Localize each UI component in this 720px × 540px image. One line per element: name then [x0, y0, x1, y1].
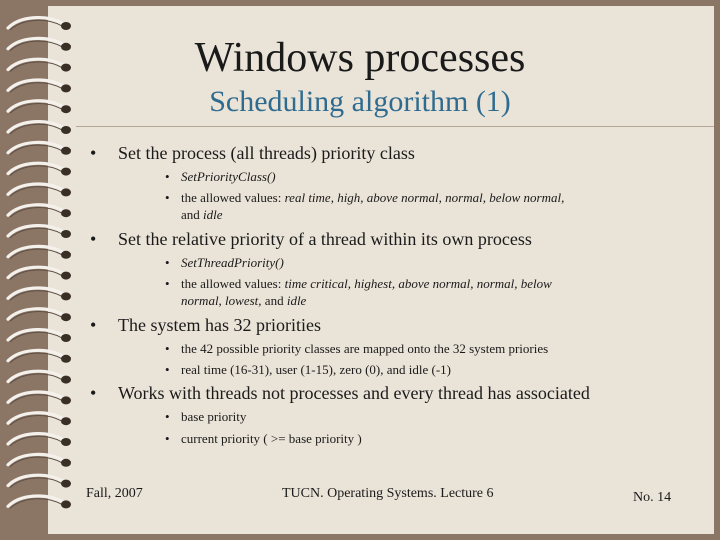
bullet-glyph: • — [90, 383, 97, 403]
footer-date: Fall, 2007 — [86, 486, 143, 501]
bullet-item — [90, 314, 321, 336]
sub-bullet-item — [165, 168, 665, 185]
sub-bullet-item — [165, 189, 665, 223]
sub-bullet-glyph: • — [165, 341, 170, 356]
sub-bullet-item — [165, 430, 665, 447]
bullet-glyph: • — [90, 143, 97, 163]
sub-bullet-emphasis: idle — [286, 293, 307, 308]
sub-bullet-glyph: • — [165, 409, 170, 424]
bullet-item — [90, 228, 532, 250]
sub-bullet-glyph: • — [165, 255, 170, 270]
bullet-text: Set the relative priority of a thread within its own process — [118, 229, 532, 249]
slide-subtitle: Scheduling algorithm (1) — [209, 85, 511, 118]
bullet-item — [90, 382, 590, 404]
sub-bullet-item — [165, 408, 665, 425]
bullet-item — [90, 142, 415, 164]
sub-bullet-text: the 42 possible priority classes are mapped onto the 32 system priories — [181, 341, 549, 356]
sub-bullet-glyph: • — [165, 169, 170, 184]
sub-bullet-emphasis: normal, lowest, — [181, 293, 262, 308]
sub-bullet-text: real time (16-31), user (1-15), zero (0), and idle (-1) — [181, 362, 451, 377]
function-name: SetPriorityClass() — [181, 169, 276, 184]
sub-bullet-glyph: • — [165, 362, 170, 377]
bullet-glyph: • — [90, 229, 97, 249]
sub-bullet-emphasis: real time, high, above normal, normal, below normal, — [284, 190, 565, 205]
bullet-glyph: • — [90, 315, 97, 335]
sub-bullet-item — [165, 361, 665, 378]
sub-bullet-item — [165, 340, 665, 357]
bullet-text: Set the process (all threads) priority class — [118, 143, 415, 163]
sub-bullet-emphasis: idle — [203, 207, 223, 222]
sub-bullet-glyph: • — [165, 276, 170, 291]
sub-bullet-text: the allowed values: — [181, 276, 285, 291]
sub-bullet-text: current priority ( >= base priority ) — [181, 431, 362, 446]
sub-bullet-text: and — [261, 293, 287, 308]
slide-number: No. 14 — [633, 490, 672, 505]
sub-bullet-text: the allowed values: — [181, 190, 285, 205]
sub-bullet-emphasis: time critical, highest, above normal, normal, below — [284, 276, 552, 291]
function-name: SetThreadPriority() — [181, 255, 284, 270]
sub-bullet-item — [165, 254, 665, 271]
bullet-text: The system has 32 priorities — [118, 315, 321, 335]
bullet-text: Works with threads not processes and every thread has associated — [118, 383, 590, 403]
sub-bullet-item — [165, 275, 665, 309]
sub-bullet-text: and — [181, 207, 204, 222]
sub-bullet-text: base priority — [181, 409, 247, 424]
footer-course: TUCN. Operating Systems. Lecture 6 — [282, 486, 494, 501]
sub-bullet-glyph: • — [165, 190, 170, 205]
sub-bullet-glyph: • — [165, 431, 170, 446]
slide-title: Windows processes — [194, 35, 526, 81]
